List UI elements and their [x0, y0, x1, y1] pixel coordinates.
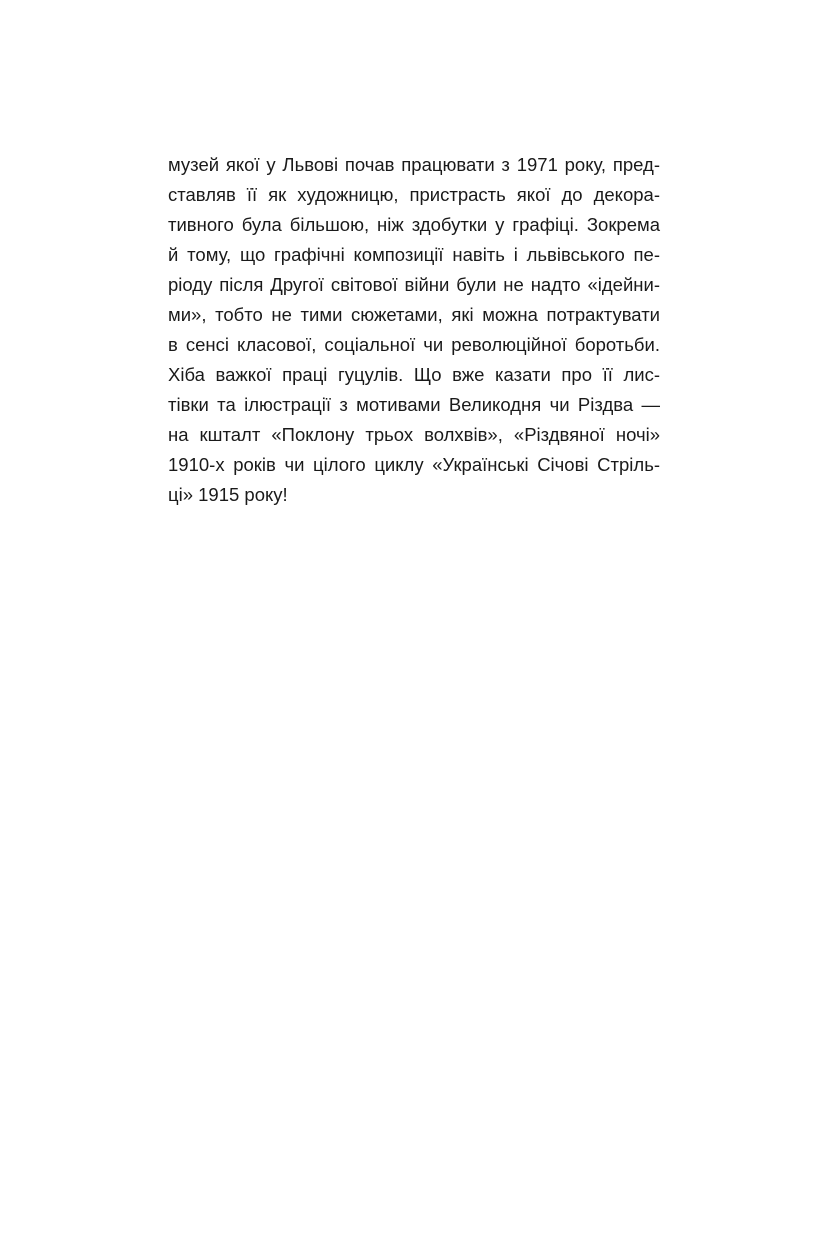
- text-line: ці» 1915 року!: [168, 484, 288, 505]
- text-line: ріоду після Другої світової війни були не надто «ідейни-: [168, 274, 660, 295]
- text-line: ставляв її як художницю, пристрасть якої до декора-: [168, 184, 660, 205]
- text-line: тівки та ілюстрації з мотивами Великодня чи Різдва —: [168, 394, 660, 415]
- text-line: 1910-х років чи цілого циклу «Українські Січові Стріль-: [168, 454, 660, 475]
- text-line: на кшталт «Поклону трьох волхвів», «Різдвяної ночі»: [168, 424, 660, 445]
- text-line: в сенсі класової, соціальної чи революційної боротьби.: [168, 334, 660, 355]
- text-line: ми», тобто не тими сюжетами, які можна потрактувати: [168, 304, 660, 325]
- text-line: Хіба важкої праці гуцулів. Що вже казати про її лис-: [168, 364, 660, 385]
- text-line: музей якої у Львові почав працювати з 1971 року, пред-: [168, 154, 660, 175]
- text-line: й тому, що графічні композиції навіть і львівського пе-: [168, 244, 660, 265]
- body-paragraph: [168, 150, 660, 510]
- text-line: тивного була більшою, ніж здобутки у графіці. Зокрема: [168, 214, 660, 235]
